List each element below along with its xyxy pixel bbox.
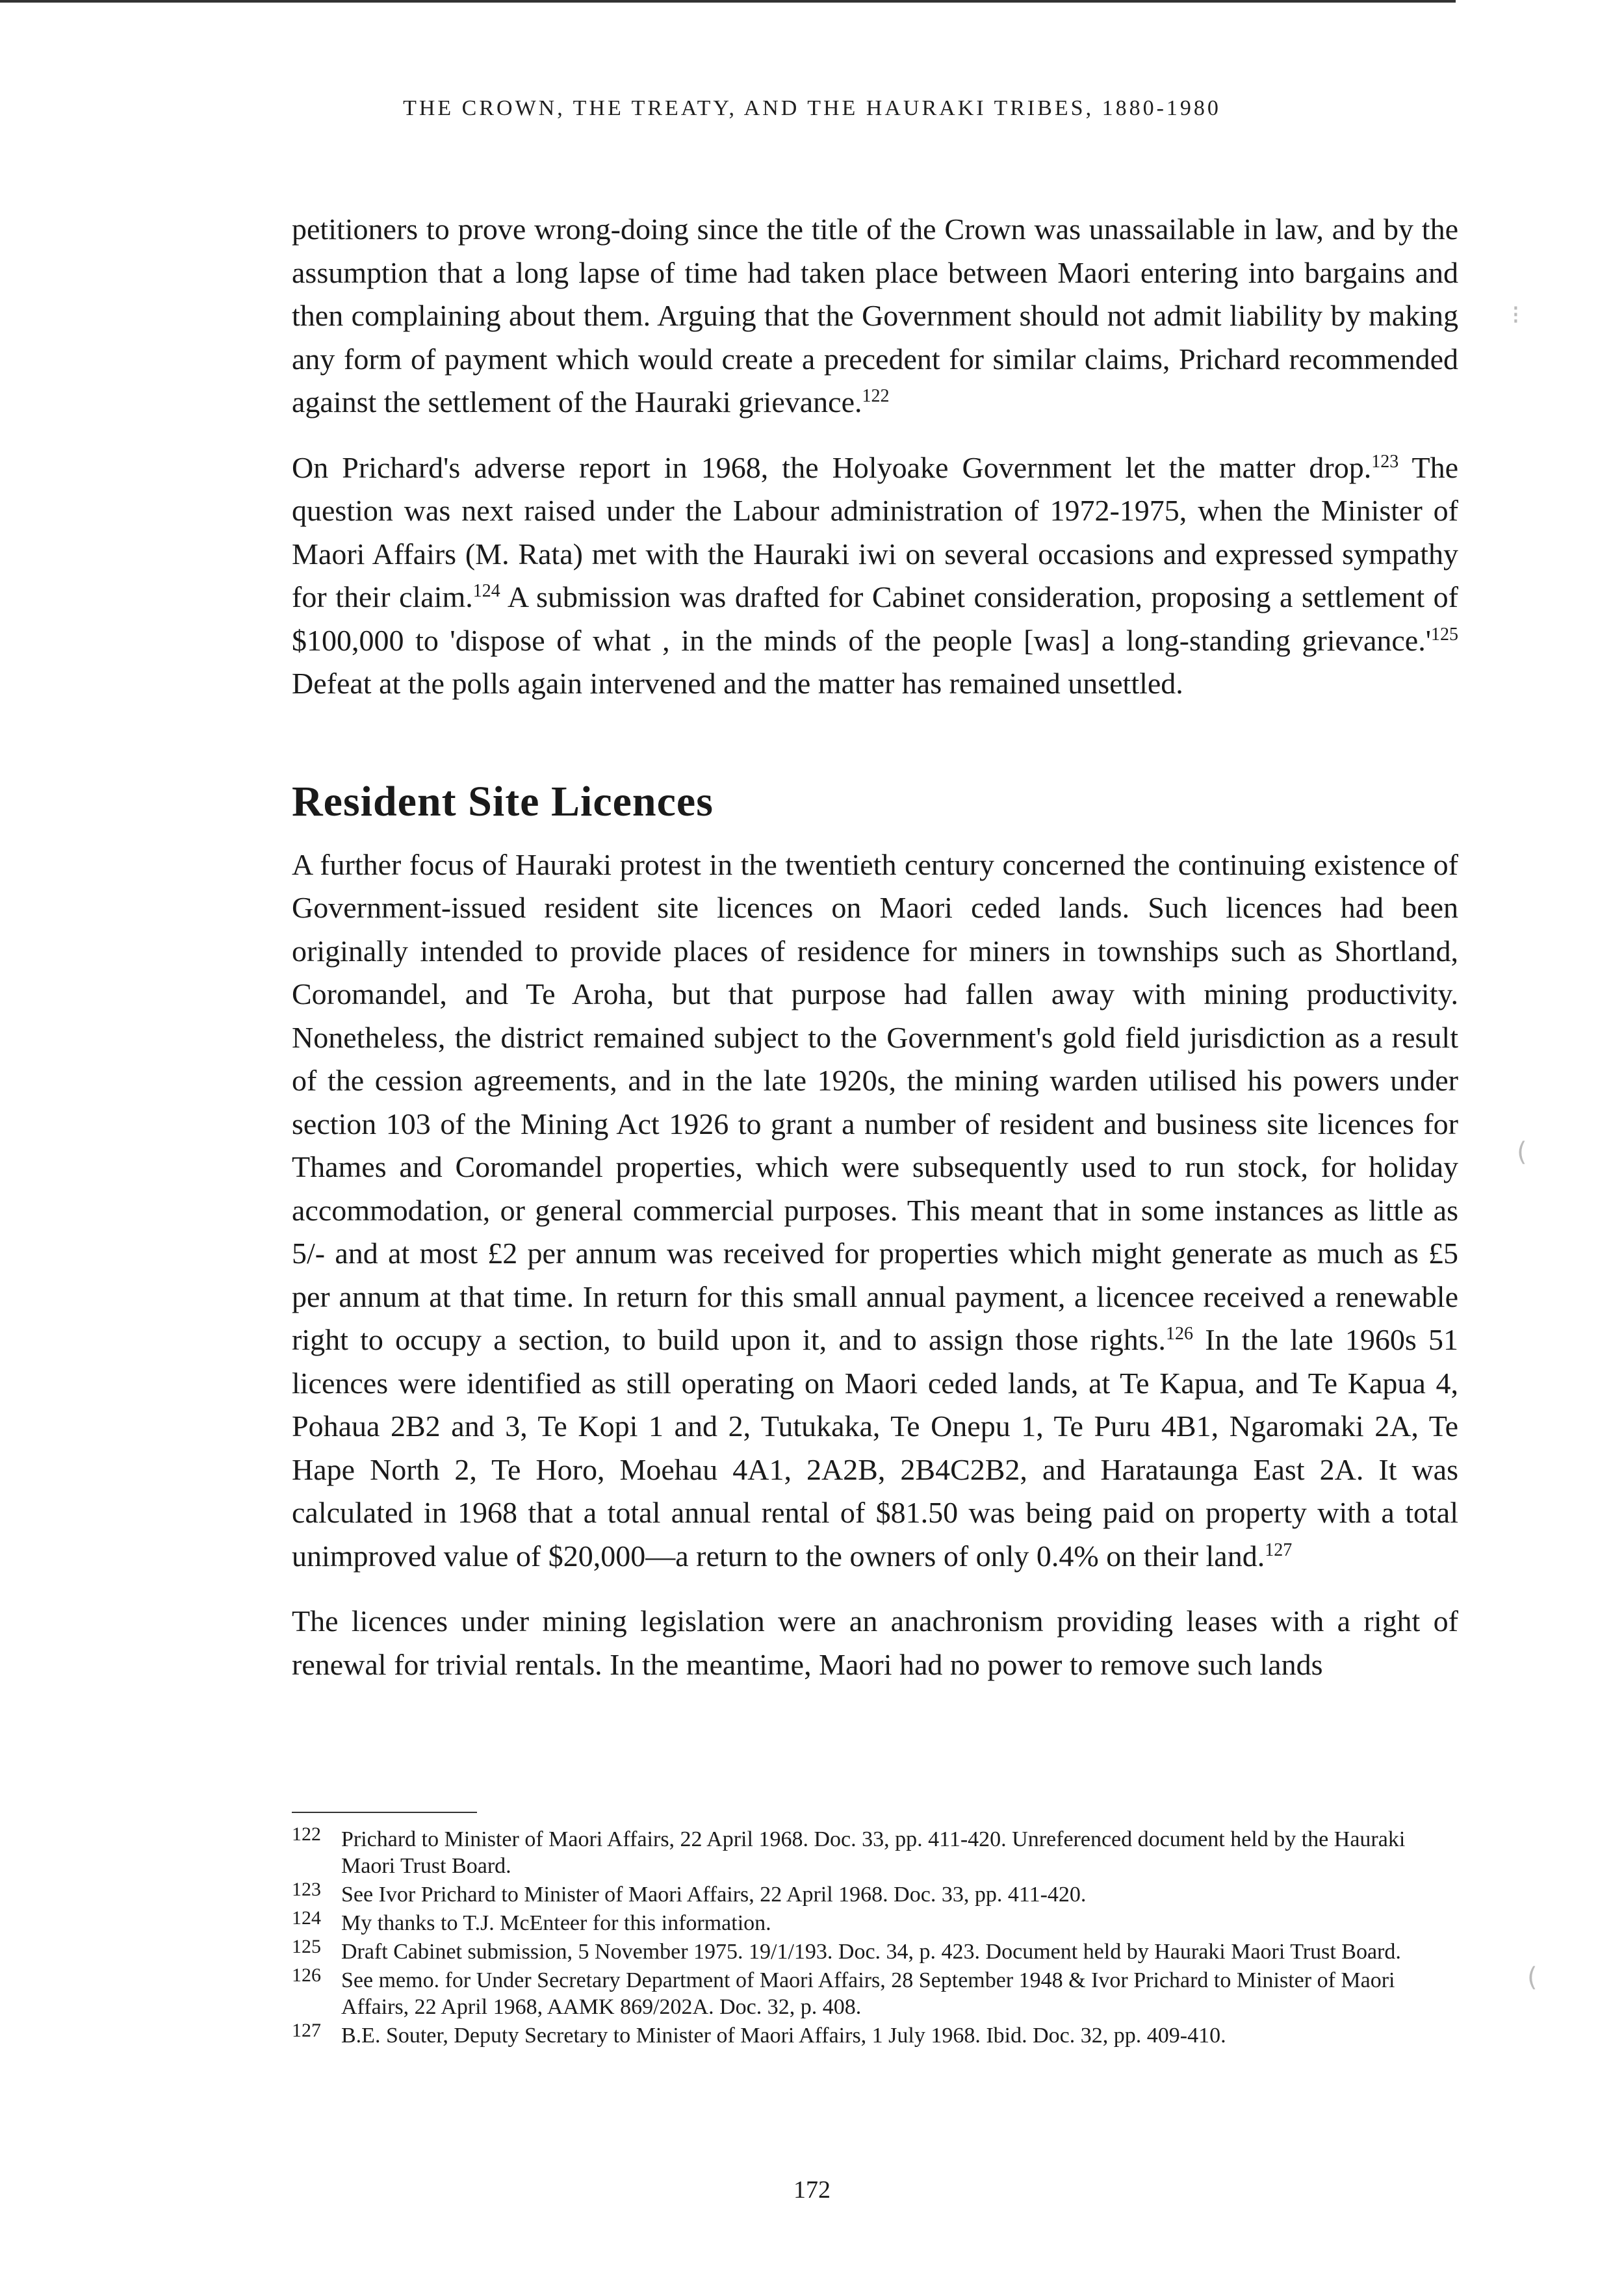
footnote-number: 125	[292, 1936, 321, 1957]
footnotes	[292, 1823, 1458, 2051]
footnote-number: 122	[292, 1823, 321, 1845]
paragraph-1	[292, 208, 1458, 424]
footnote-127	[292, 2022, 1458, 2049]
main-text	[292, 208, 1458, 1708]
margin-scan-mark: (	[1527, 1962, 1538, 1992]
footnote-122	[292, 1823, 1458, 1879]
margin-scan-mark: (	[1517, 1137, 1527, 1167]
footnote-number: 127	[292, 2020, 321, 2041]
footnote-ref-124: 124	[472, 581, 500, 601]
paragraph-3-text-a: A further focus of Hauraki protest in the twentieth century concerned the continuing existence of Government-issued resident site licences on Maori ceded lands. Such licences had been originally intended to provide places of residence for miners in townships such as Shortland, Coromandel, and Te Aroha, but that purpose had fallen away with mining productivity. Nonetheless, the district remained subject to the Government's gold field jurisdiction as a result of the cession agreements, and in the late 1920s, the mining warden utilised his powers under section 103 of the Mining Act 1926 to grant a number of resident and business site licences for Thames and Coromandel properties, which were subsequently used to run stock, for holiday accommodation, or general commercial purposes. This meant that in some instances as little as 5/- and at most £2 per annum was received for properties which might generate as much as £5 per annum at that time. In return for this small annual payment, a licencee received a renewable right to occupy a section, to build upon it, and to assign those rights.	[292, 847, 1458, 1356]
footnote-text: My thanks to T.J. McEnteer for this information.	[341, 1911, 771, 1935]
footnote-text: See memo. for Under Secretary Department of Maori Affairs, 28 September 1948 & Ivor Prichard to Minister of Maori Affairs, 22 April 1968, AAMK 869/202A. Doc. 32, p. 408.	[341, 1968, 1395, 2019]
footnote-ref-125: 125	[1431, 624, 1458, 645]
footnote-ref-123: 123	[1371, 451, 1399, 472]
paragraph-3-text-b: In the late 1960s 51 licences were identified as still operating on Maori ceded lands, at Te Kapua, and Te Kapua 4, Pohaua 2B2 and 3, Te Kopi 1 and 2, Tutukaka, Te Onepu 1, Te Puru 4B1, Ngaromaki 2A, Te Hape North 2, Te Horo, Moehau 4A1, 2A2B, 2B4C2B2, and Harataunga East 2A. It was calculated in 1968 that a total annual rental of $81.50 was being paid on property with a total unimproved value of $20,000—a return to the owners of only 0.4% on their land.	[292, 1323, 1458, 1573]
paragraph-4	[292, 1600, 1458, 1686]
running-header: THE CROWN, THE TREATY, AND THE HAURAKI TRIBES, 1880-1980	[403, 96, 1221, 120]
page-number: 172	[793, 2176, 831, 2204]
paragraph-1-text: petitioners to prove wrong-doing since the title of the Crown was unassailable in law, and by the assumption that a long lapse of time had taken place between Maori entering into bargains and then complaining about them. Arguing that the Government should not admit liability by making any form of payment which would create a precedent for similar claims, Prichard recommended against the settlement of the Hauraki grievance.	[292, 212, 1458, 418]
footnote-separator	[292, 1812, 477, 1813]
paragraph-2	[292, 446, 1458, 706]
paragraph-4-text: The licences under mining legislation were an anachronism providing leases with a right of renewal for trivial rentals. In the meantime, Maori had no power to remove such lands	[292, 1604, 1458, 1681]
footnote-number: 123	[292, 1879, 321, 1900]
section-heading: Resident Site Licences	[292, 777, 714, 825]
footnote-text: Prichard to Minister of Maori Affairs, 22 April 1968. Doc. 33, pp. 411-420. Unreferenced document held by the Hauraki Maori Trust Board.	[341, 1827, 1406, 1878]
footnote-ref-122: 122	[862, 386, 890, 406]
footnote-125	[292, 1938, 1458, 1965]
footnote-123	[292, 1881, 1458, 1908]
footnote-text: See Ivor Prichard to Minister of Maori Affairs, 22 April 1968. Doc. 33, pp. 411-420.	[341, 1883, 1087, 1907]
top-border-rule	[0, 0, 1456, 3]
paragraph-2-text-a: On Prichard's adverse report in 1968, the Holyoake Government let the matter drop.	[292, 450, 1372, 484]
footnote-ref-126: 126	[1165, 1324, 1193, 1344]
footnote-number: 124	[292, 1907, 321, 1929]
paragraph-2-text-c: A submission was drafted for Cabinet consideration, proposing a settlement of $100,000 to 'dispose of what , in the minds of the people [was] a long-standing grievance.'	[292, 580, 1458, 657]
footnote-ref-127: 127	[1265, 1539, 1293, 1560]
paragraph-3	[292, 843, 1458, 1578]
footnote-126	[292, 1964, 1458, 2020]
paragraph-2-text-d: Defeat at the polls again intervened and the matter has remained unsettled.	[292, 667, 1183, 700]
footnote-number: 126	[292, 1964, 321, 1986]
footnote-text: B.E. Souter, Deputy Secretary to Minister of Maori Affairs, 1 July 1968. Ibid. Doc. 32, pp. 409-410.	[341, 2024, 1226, 2048]
footnote-124	[292, 1907, 1458, 1936]
paragraph-2-text-b: The question was next raised under the Labour administration of 1972-1975, when the Minister of Maori Affairs (M. Rata) met with the Hauraki iwi on several occasions and expressed sympathy for their claim.	[292, 450, 1458, 613]
margin-scan-mark: ⁝	[1512, 300, 1520, 330]
footnote-text: Draft Cabinet submission, 5 November 1975. 19/1/193. Doc. 34, p. 423. Document held by Hauraki Maori Trust Board.	[341, 1940, 1401, 1964]
